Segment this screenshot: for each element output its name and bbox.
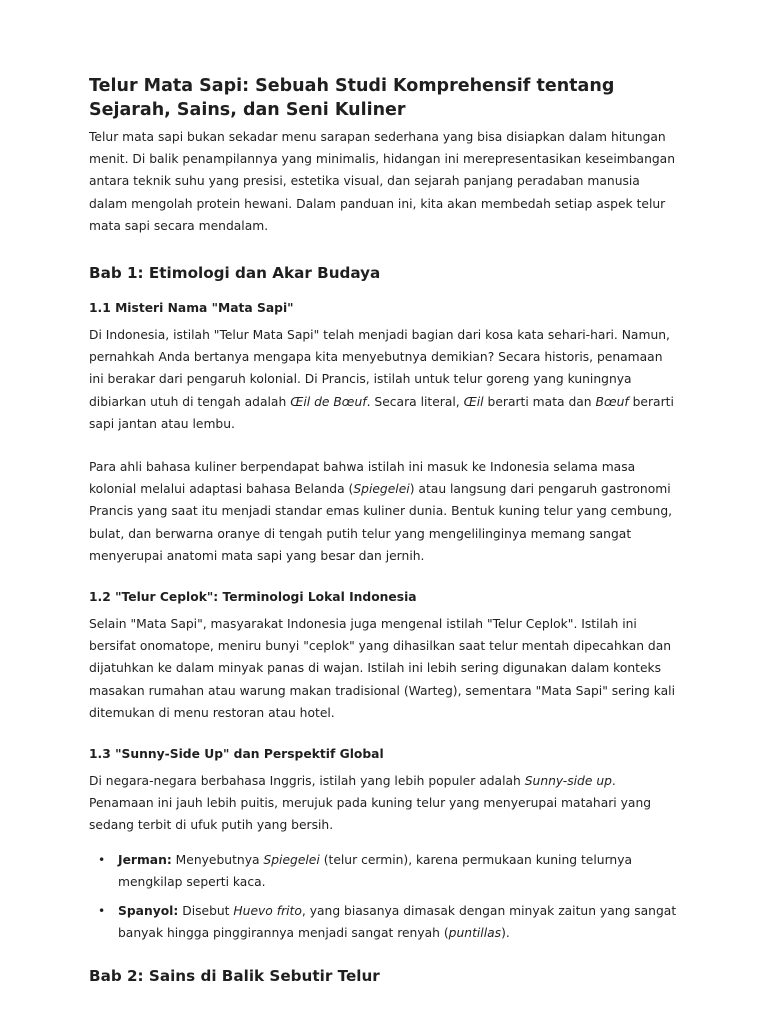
bullet-list: [89, 849, 679, 945]
document-content: [89, 74, 679, 1002]
section-1-1-paragraph-1: [89, 324, 679, 435]
text-run: Para ahli bahasa kuliner berpendapat bahwa istilah ini masuk ke Indonesia selama masa kolonial melalui adaptasi bahasa Belanda (: [89, 460, 636, 497]
bullet-icon: •: [98, 852, 106, 867]
text-run: , yang biasanya dimasak dengan minyak zaitun yang sangat banyak hingga pinggirannya menjadi sangat renyah (: [118, 904, 677, 941]
text-run: Menyebutnya: [171, 852, 264, 867]
text-run: . Penamaan ini jauh lebih puitis, merujuk pada kuning telur yang menyerupai matahari yang sedang terbit di ufuk putih yang bersih.: [89, 774, 652, 833]
list-item: [98, 900, 679, 944]
italic-term: Œil de Bœuf: [290, 394, 367, 409]
italic-term: Huevo frito: [233, 904, 302, 919]
chapter-1-heading: Bab 1: Etimologi dan Akar Budaya: [89, 264, 381, 283]
text-run: Disebut: [178, 904, 234, 919]
text-run: berarti mata dan: [483, 394, 596, 409]
italic-term: Spiegelei: [263, 852, 320, 867]
text-run: (telur cermin), karena permukaan kuning telurnya mengkilap seperti kaca.: [118, 852, 633, 889]
text-run: Di Indonesia, istilah "Telur Mata Sapi" telah menjadi bagian dari kosa kata sehari-hari. Namun, pernahkah Anda bertanya mengapa kita menyebutnya demikian? Secara historis, penamaan ini berakar dari pengaruh kolonial. Di Prancis, istilah untuk telur goreng yang kuningnya dibiarkan utuh di tengah adalah: [89, 328, 670, 409]
text-run: ).: [501, 926, 510, 941]
list-item-label: Jerman:: [118, 852, 172, 867]
bullet-icon: •: [98, 904, 106, 919]
text-run: . Secara literal,: [366, 394, 464, 409]
italic-term: Œil: [463, 394, 484, 409]
document-title: Telur Mata Sapi: Sebuah Studi Komprehensif tentang Sejarah, Sains, dan Seni Kuliner: [89, 76, 615, 120]
italic-term: Bœuf: [595, 394, 629, 409]
text-run: ) atau langsung dari pengaruh gastronomi Prancis yang saat itu menjadi standar emas kuliner dunia. Bentuk kuning telur yang cembung, bulat, dan berwarna oranye di tengah putih telur yang mengelilinginya memang sangat menyerupai anatomi mata sapi yang besar dan jernih.: [89, 482, 673, 563]
italic-term: Spiegelei: [353, 482, 410, 497]
section-1-1-heading: 1.1 Misteri Nama "Mata Sapi": [89, 301, 294, 316]
list-item-label: Spanyol:: [118, 904, 179, 919]
italic-term: puntillas: [448, 926, 502, 941]
section-1-2-heading: 1.2 "Telur Ceplok": Terminologi Lokal Indonesia: [89, 590, 417, 605]
italic-term: Sunny-side up: [524, 774, 612, 789]
intro-paragraph: Telur mata sapi bukan sekadar menu sarapan sederhana yang bisa disiapkan dalam hitungan menit. Di balik penampilannya yang minimalis, hidangan ini merepresentasikan keseimbangan antara teknik suhu yang presisi, estetika visual, dan sejarah panjang peradaban manusia dalam mengolah protein hewani. Dalam panduan ini, kita akan membedah setiap aspek telur mata sapi secara mendalam.: [89, 130, 675, 233]
text-run: Di negara-negara berbahasa Inggris, istilah yang lebih populer adalah: [89, 774, 525, 789]
section-1-3-heading: 1.3 "Sunny-Side Up" dan Perspektif Global: [89, 747, 384, 762]
list-item: [98, 849, 679, 893]
section-1-1-paragraph-2: [89, 456, 679, 567]
section-1-3-paragraph: [89, 770, 679, 837]
text-run: berarti sapi jantan atau lembu.: [89, 394, 674, 431]
chapter-2-heading: Bab 2: Sains di Balik Sebutir Telur: [89, 967, 380, 986]
section-1-2-paragraph: Selain "Mata Sapi", masyarakat Indonesia juga mengenal istilah "Telur Ceplok". Istilah ini bersifat onomatope, meniru bunyi "ceplok" yang dihasilkan saat telur mentah dipecahkan dan dijatuhkan ke dalam minyak panas di wajan. Istilah ini lebih sering digunakan dalam konteks masakan rumahan atau warung makan tradisional (Warteg), sementara "Mata Sapi" sering kali ditemukan di menu restoran atau hotel.: [89, 617, 675, 720]
